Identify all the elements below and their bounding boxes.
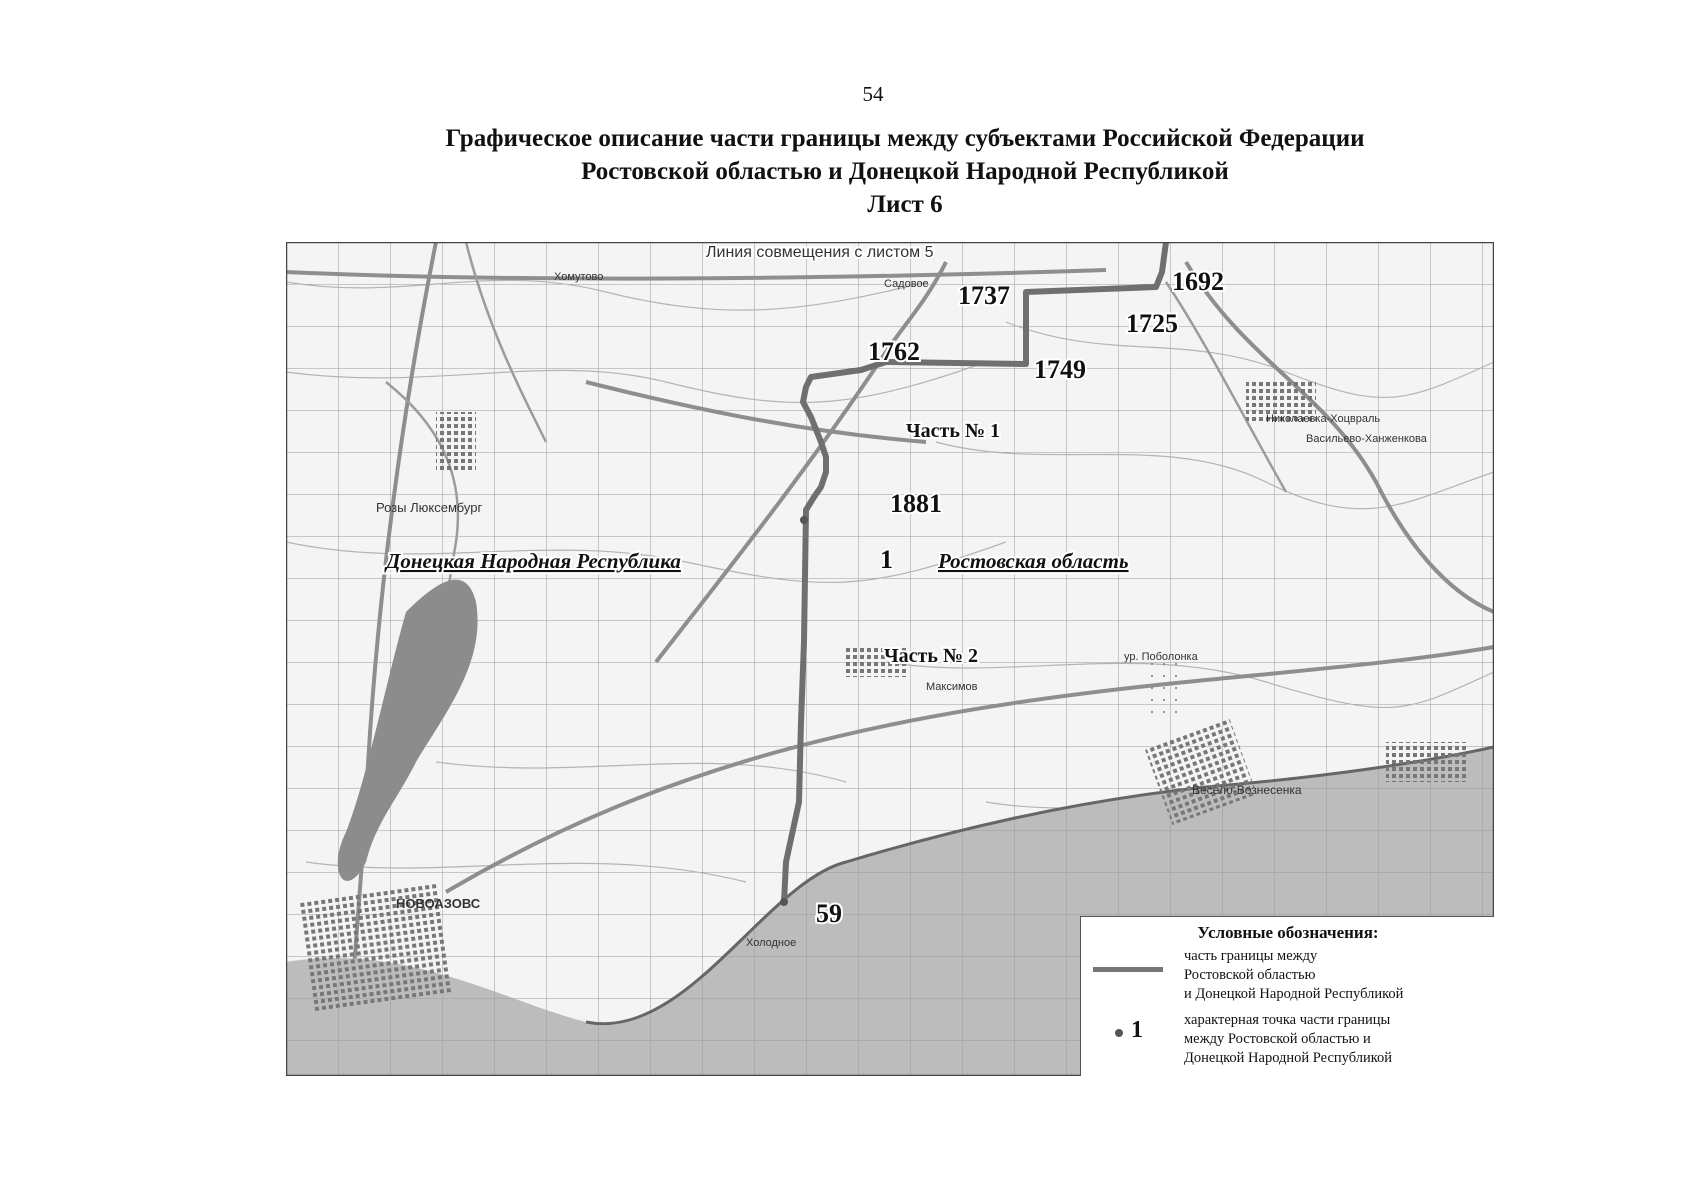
town-roza-block (436, 412, 476, 472)
point-label-59: 59 (816, 899, 842, 928)
title-line-3: Лист 6 (867, 191, 943, 218)
legend-boundary-line-3: и Донецкой Народной Республикой (1184, 986, 1404, 1002)
place-vesselo: Весело-Вознесенка (1192, 783, 1302, 797)
point-1-marker (800, 516, 808, 524)
join-line-label: Линия совмещения с листом 5 (706, 244, 934, 261)
place-khomutovo: Хомутово (554, 271, 604, 283)
place-sadovaya: Садовое (884, 278, 929, 290)
town-east-block (1386, 742, 1466, 782)
legend-point-dot-icon (1115, 1029, 1123, 1037)
title-line-2: Ростовской областью и Донецкой Народной Республикой (581, 158, 1229, 185)
legend-boundary-line-2: Ростовской областью (1184, 967, 1316, 983)
legend-point-line-3: Донецкой Народной Республикой (1184, 1050, 1393, 1066)
place-poklonka: ур. Поболонка (1124, 651, 1198, 663)
page-number: 54 (862, 82, 884, 106)
place-roza: Розы Люксембург (376, 500, 483, 515)
legend-boundary-line-symbol (1093, 967, 1163, 972)
place-vasilevo: Васильево-Ханженкова (1306, 433, 1427, 445)
legend-point-line-2: между Ростовской областью и (1184, 1031, 1371, 1047)
page-title (0, 122, 1698, 221)
part-1-label: Часть № 1 (906, 420, 1001, 442)
place-nikolaevka: Николаевка-Хоцвраль (1266, 413, 1381, 425)
region-label-rostov: Ростовская область (938, 549, 1129, 573)
point-label-1725: 1725 (1126, 309, 1178, 338)
dotted-field (1146, 662, 1186, 722)
map-legend (1080, 916, 1494, 1076)
legend-point-line-1: характерная точка части границы (1184, 1012, 1391, 1028)
legend-point-text (1184, 1011, 1392, 1068)
legend-boundary-line-1: часть границы между (1184, 948, 1318, 964)
title-line-1: Графическое описание части границы между субъектами Российской Федерации (445, 125, 1365, 152)
point-label-1881: 1881 (890, 489, 942, 518)
part-2-label: Часть № 2 (884, 645, 979, 667)
legend-point-number: 1 (1131, 1017, 1143, 1043)
point-59-marker (780, 898, 788, 906)
place-novoazovsk: НОВОАЗОВС (396, 896, 481, 911)
point-label-1762: 1762 (868, 337, 920, 366)
place-kholodnoe: Холодное (746, 937, 797, 949)
point-label-1749: 1749 (1034, 355, 1086, 384)
place-maksimov: Максимов (926, 681, 978, 693)
legend-title: Условные обозначения: (1197, 923, 1379, 942)
legend-boundary-text (1184, 947, 1403, 1004)
map-sheet (286, 242, 1494, 1076)
point-label-1: 1 (880, 545, 893, 574)
region-label-dnr: Донецкая Народная Республика (386, 549, 681, 573)
point-label-1737: 1737 (958, 281, 1010, 310)
point-label-1692: 1692 (1172, 267, 1224, 296)
